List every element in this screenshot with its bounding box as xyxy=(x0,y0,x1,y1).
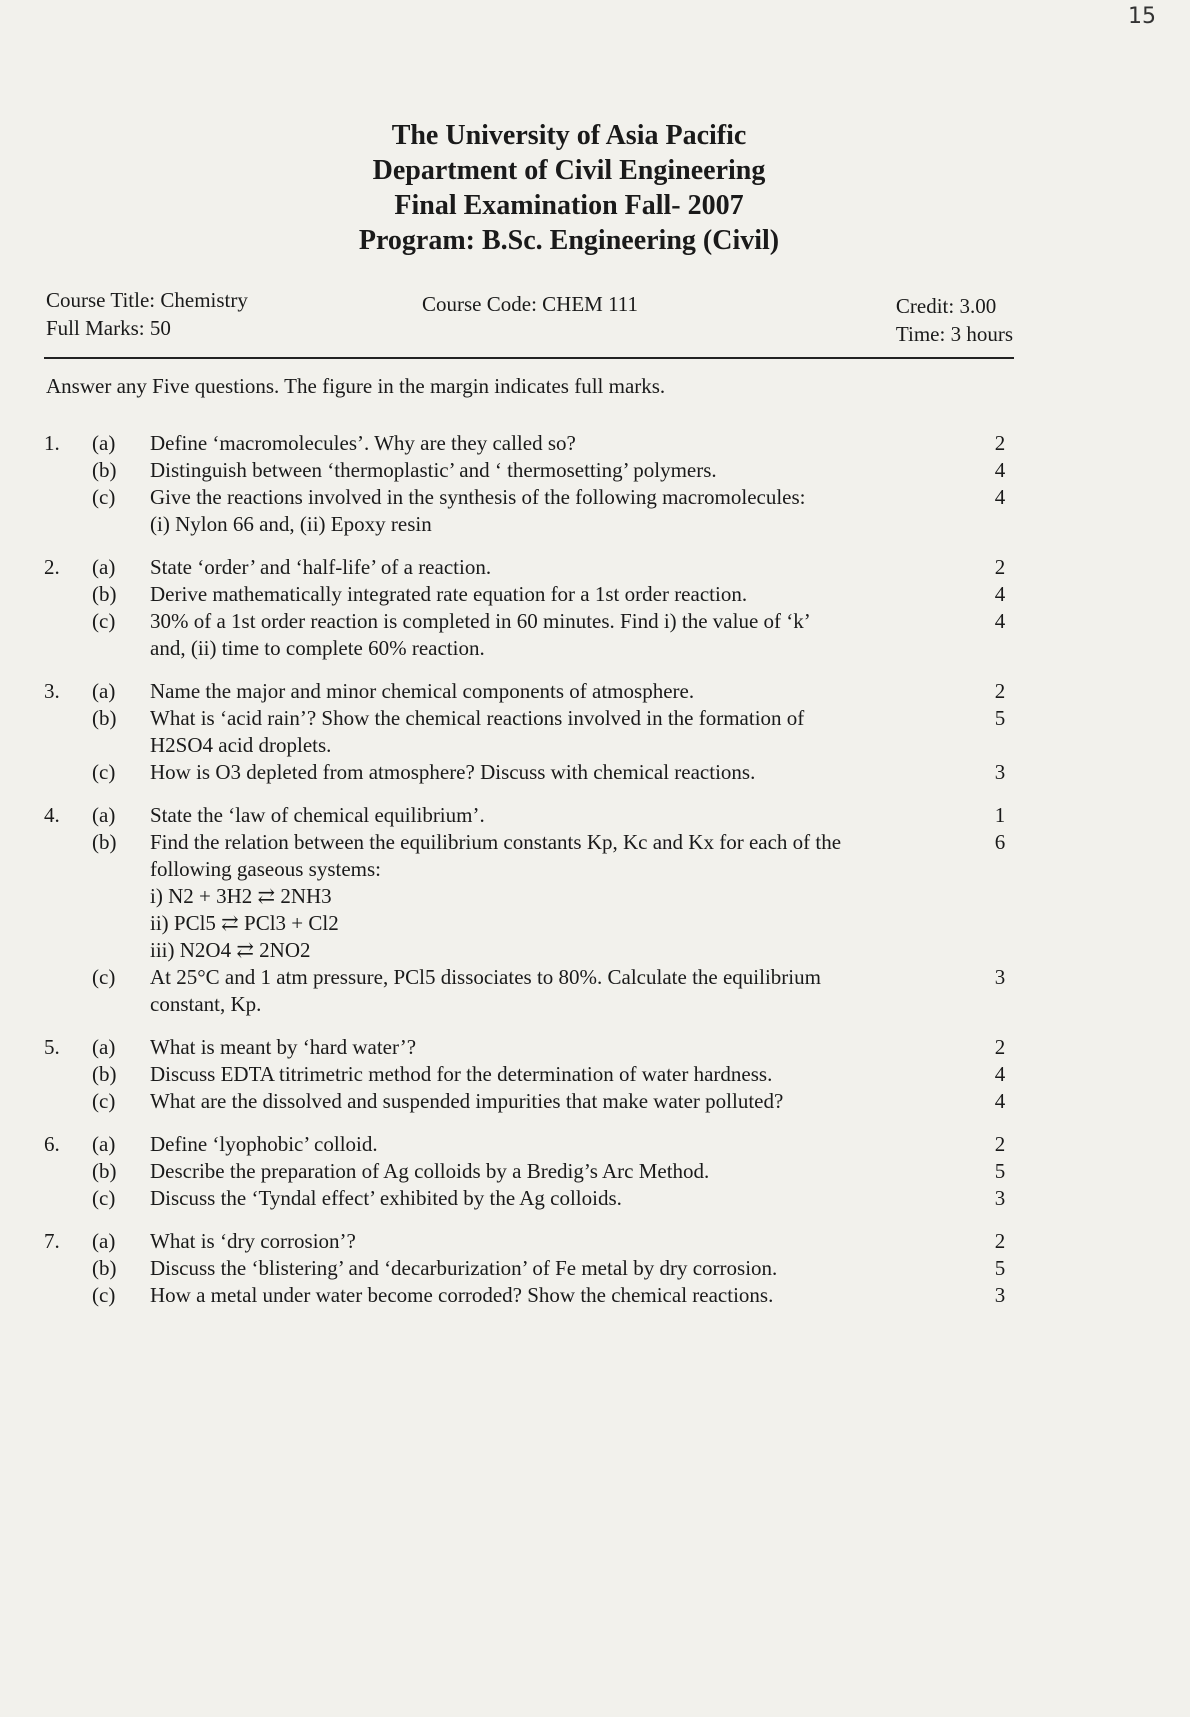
part-marks: 5 xyxy=(994,706,1006,730)
part-label: (b) xyxy=(92,582,117,606)
part-marks: 2 xyxy=(994,1035,1006,1059)
question-2 xyxy=(0,554,1190,662)
part-marks: 2 xyxy=(994,1132,1006,1156)
question-part xyxy=(0,1088,1190,1115)
university-name: The University of Asia Pacific xyxy=(391,120,747,151)
part-label: (b) xyxy=(92,1062,117,1086)
part-marks: 2 xyxy=(994,679,1006,703)
part-label: (c) xyxy=(92,485,116,509)
part-text: Give the reactions involved in the synthesis of the following macromolecules: xyxy=(150,485,806,509)
part-label: (c) xyxy=(92,965,116,989)
question-number: 4. xyxy=(44,803,60,827)
chemical-equation: ii) PCl5 ⇄ PCl3 + Cl2 xyxy=(150,911,339,935)
part-marks: 6 xyxy=(994,830,1006,854)
equation-row xyxy=(0,883,1190,910)
exam-header xyxy=(0,118,1190,258)
question-4 xyxy=(0,802,1190,1018)
question-part-continuation xyxy=(0,991,1190,1018)
question-part xyxy=(0,457,1190,484)
question-part xyxy=(0,1034,1190,1061)
exam-name: Final Examination Fall- 2007 xyxy=(394,190,744,221)
credit: Credit: 3.00 xyxy=(895,294,997,318)
part-text-continued: H2SO4 acid droplets. xyxy=(150,733,332,757)
course-info-right xyxy=(896,292,1013,348)
part-label: (a) xyxy=(92,803,116,827)
part-text-continued: following gaseous systems: xyxy=(150,857,381,881)
question-number: 6. xyxy=(44,1132,60,1156)
time: Time: 3 hours xyxy=(895,322,1013,346)
part-label: (a) xyxy=(92,679,116,703)
chemical-equation: i) N2 + 3H2 ⇄ 2NH3 xyxy=(150,884,332,908)
part-label: (c) xyxy=(92,760,116,784)
page-number-mark: 15 xyxy=(1128,4,1156,29)
question-part xyxy=(0,1131,1190,1158)
part-label: (a) xyxy=(92,1035,116,1059)
question-part-continuation xyxy=(0,511,1190,538)
part-text: Name the major and minor chemical components of atmosphere. xyxy=(150,679,695,703)
part-label: (a) xyxy=(92,555,116,579)
part-marks: 4 xyxy=(994,582,1006,606)
question-part xyxy=(0,1255,1190,1282)
part-marks: 4 xyxy=(994,458,1006,482)
part-text: Define ‘macromolecules’. Why are they called so? xyxy=(150,431,576,455)
part-marks: 5 xyxy=(994,1159,1006,1183)
question-part xyxy=(0,1185,1190,1212)
part-marks: 5 xyxy=(994,1256,1006,1280)
part-label: (b) xyxy=(92,706,117,730)
question-part xyxy=(0,1228,1190,1255)
question-part xyxy=(0,1061,1190,1088)
part-text: What is ‘dry corrosion’? xyxy=(150,1229,356,1253)
part-text: 30% of a 1st order reaction is completed in 60 minutes. Find i) the value of ‘k’ xyxy=(150,609,811,633)
part-text: Discuss EDTA titrimetric method for the determination of water hardness. xyxy=(150,1062,773,1086)
part-text: Define ‘lyophobic’ colloid. xyxy=(150,1132,378,1156)
part-text: Discuss the ‘blistering’ and ‘decarburization’ of Fe metal by dry corrosion. xyxy=(150,1256,778,1280)
question-3 xyxy=(0,678,1190,786)
header-divider xyxy=(44,357,1014,359)
question-part xyxy=(0,1282,1190,1309)
course-code: Course Code: CHEM 111 xyxy=(422,292,639,316)
question-part xyxy=(0,430,1190,457)
question-part-continuation xyxy=(0,635,1190,662)
part-label: (c) xyxy=(92,1089,116,1113)
question-number: 5. xyxy=(44,1035,60,1059)
question-part xyxy=(0,802,1190,829)
part-marks: 4 xyxy=(994,1089,1006,1113)
course-title: Course Title: Chemistry xyxy=(46,288,248,312)
question-number: 2. xyxy=(44,555,60,579)
part-label: (b) xyxy=(92,458,117,482)
part-text-continued: constant, Kp. xyxy=(150,992,262,1016)
part-label: (b) xyxy=(92,1159,117,1183)
part-text: What are the dissolved and suspended impurities that make water polluted? xyxy=(150,1089,784,1113)
question-part xyxy=(0,829,1190,856)
program-name: Program: B.Sc. Engineering (Civil) xyxy=(358,225,780,256)
part-marks: 3 xyxy=(994,760,1006,784)
part-text: At 25°C and 1 atm pressure, PCl5 dissociates to 80%. Calculate the equilibrium xyxy=(150,965,821,989)
part-text: State ‘order’ and ‘half-life’ of a reaction. xyxy=(150,555,492,579)
instructions: Answer any Five questions. The figure in the margin indicates full marks. xyxy=(46,374,666,398)
department-name: Department of Civil Engineering xyxy=(372,155,766,186)
part-text: Discuss the ‘Tyndal effect’ exhibited by the Ag colloids. xyxy=(150,1186,622,1210)
part-text: How is O3 depleted from atmosphere? Discuss with chemical reactions. xyxy=(150,760,756,784)
chemical-equation: iii) N2O4 ⇄ 2NO2 xyxy=(150,938,311,962)
question-part-continuation xyxy=(0,856,1190,883)
part-text: Distinguish between ‘thermoplastic’ and ‘ thermosetting’ polymers. xyxy=(150,458,717,482)
part-text: Describe the preparation of Ag colloids by a Bredig’s Arc Method. xyxy=(150,1159,710,1183)
question-list xyxy=(0,430,1190,1325)
question-part xyxy=(0,1158,1190,1185)
question-part xyxy=(0,581,1190,608)
part-marks: 3 xyxy=(994,1186,1006,1210)
part-text: What is ‘acid rain’? Show the chemical reactions involved in the formation of xyxy=(150,706,805,730)
equation-row xyxy=(0,937,1190,964)
question-1 xyxy=(0,430,1190,538)
question-part xyxy=(0,554,1190,581)
part-marks: 1 xyxy=(994,803,1006,827)
part-label: (a) xyxy=(92,1229,116,1253)
question-number: 3. xyxy=(44,679,60,703)
part-text-continued: and, (ii) time to complete 60% reaction. xyxy=(150,636,485,660)
part-marks: 4 xyxy=(994,609,1006,633)
question-6 xyxy=(0,1131,1190,1212)
part-marks: 4 xyxy=(994,485,1006,509)
question-part xyxy=(0,759,1190,786)
question-part xyxy=(0,964,1190,991)
question-part xyxy=(0,608,1190,635)
part-text: Derive mathematically integrated rate equation for a 1st order reaction. xyxy=(150,582,748,606)
equation-row xyxy=(0,910,1190,937)
part-label: (c) xyxy=(92,1283,116,1307)
question-part xyxy=(0,678,1190,705)
part-label: (b) xyxy=(92,1256,117,1280)
part-label: (b) xyxy=(92,830,117,854)
part-text: State the ‘law of chemical equilibrium’. xyxy=(150,803,485,827)
part-label: (c) xyxy=(92,609,116,633)
part-marks: 3 xyxy=(994,1283,1006,1307)
part-label: (a) xyxy=(92,1132,116,1156)
part-label: (a) xyxy=(92,431,116,455)
part-marks: 2 xyxy=(994,555,1006,579)
part-text: Find the relation between the equilibrium constants Kp, Kc and Kx for each of the xyxy=(150,830,842,854)
question-part-continuation xyxy=(0,732,1190,759)
full-marks: Full Marks: 50 xyxy=(46,316,171,340)
part-marks: 4 xyxy=(994,1062,1006,1086)
question-number: 7. xyxy=(44,1229,60,1253)
part-marks: 2 xyxy=(994,431,1006,455)
part-text-continued: (i) Nylon 66 and, (ii) Epoxy resin xyxy=(150,512,432,536)
question-5 xyxy=(0,1034,1190,1115)
question-part xyxy=(0,705,1190,732)
question-part xyxy=(0,484,1190,511)
part-marks: 2 xyxy=(994,1229,1006,1253)
part-text: How a metal under water become corroded? Show the chemical reactions. xyxy=(150,1283,774,1307)
question-7 xyxy=(0,1228,1190,1309)
course-info-left xyxy=(46,286,248,342)
part-text: What is meant by ‘hard water’? xyxy=(150,1035,417,1059)
part-marks: 3 xyxy=(994,965,1006,989)
question-number: 1. xyxy=(44,431,60,455)
part-label: (c) xyxy=(92,1186,116,1210)
